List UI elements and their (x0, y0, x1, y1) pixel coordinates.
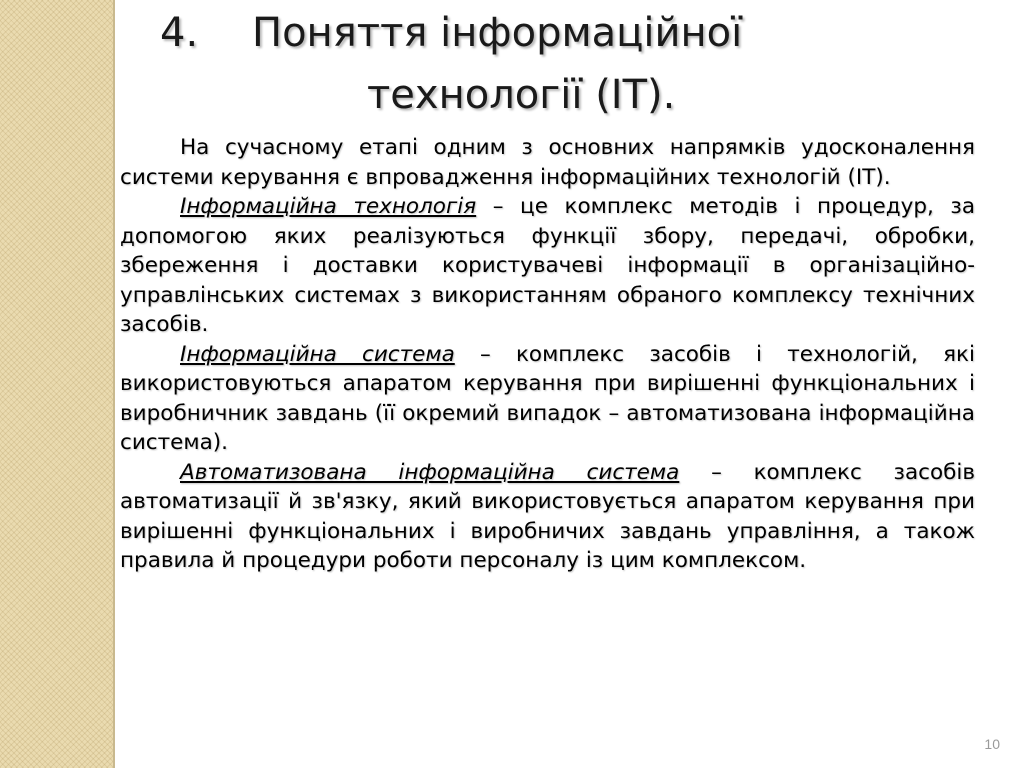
title-number: 4. (160, 10, 199, 56)
title-text-line-1: Поняття інформаційної (252, 10, 743, 56)
term-automated-information-system: Автоматизована інформаційна система (180, 459, 680, 485)
paragraph-it-definition (120, 192, 975, 340)
paragraph-is-definition (120, 340, 975, 458)
paragraph-intro (120, 133, 975, 192)
slide-page-number: 10 (984, 736, 1000, 752)
paragraph-text: – комплекс засобів автоматизації й зв'язку, який використовується апаратом керування при вирішенні функціональних і виробничих завдань управління, а також правила й процедури роботи персоналу із цим комплексом. (120, 459, 976, 573)
side-band-divider (113, 0, 115, 768)
term-information-technology: Інформаційна технологія (180, 194, 477, 219)
decorative-side-band (0, 0, 113, 768)
title-line-1 (160, 2, 1000, 64)
slide-body (120, 133, 975, 576)
paragraph-ais-definition (120, 458, 975, 576)
paragraph-text: На сучасному етапі одним з основних напрямків удосконалення системи керування є впровадження інформаційних технологій (ІТ). (120, 135, 975, 190)
slide-title (160, 2, 1000, 126)
paragraph-text: – комплекс засобів і технологій, які використовуються апаратом керування при вирішенні функціональних і виробничник завдань (її окремий випадок – автоматизована інформаційна система). (120, 341, 975, 455)
term-information-system: Інформаційна система (180, 341, 455, 367)
paragraph-text: – це комплекс методів і процедур, за допомогою яких реалізуються функції збору, передачі, обробки, збереження і доставки користувачеві інформації в організаційно-управлінських системах з використанням обраного комплексу технічних засобів. (120, 194, 975, 337)
title-text-line-2: технології (ІТ). (367, 72, 676, 118)
